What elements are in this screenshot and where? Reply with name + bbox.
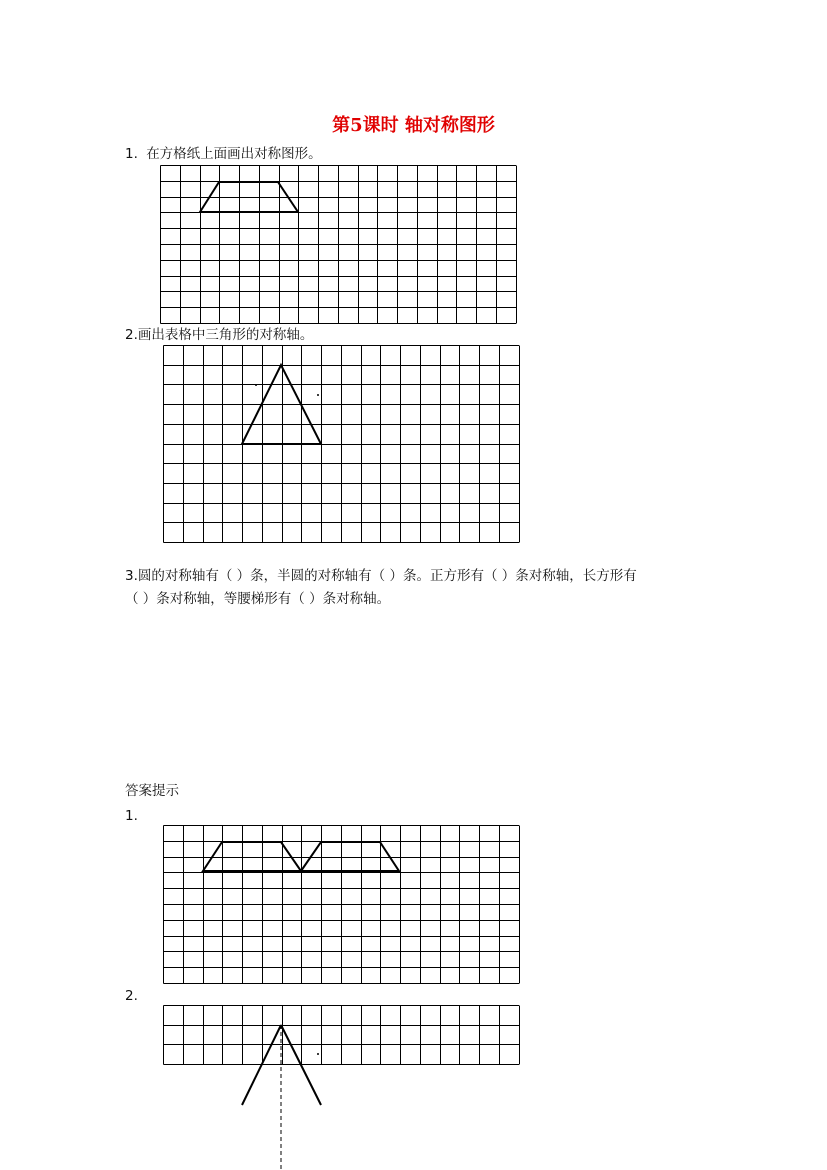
answer-1-label: 1. xyxy=(125,808,138,824)
answer-1-grid xyxy=(163,825,519,984)
question-2 xyxy=(125,327,313,343)
answers-heading: 答案提示 xyxy=(125,783,179,799)
question-2-grid xyxy=(163,345,519,543)
question-1-text: 在方格纸上面画出对称图形。 xyxy=(146,146,322,162)
question-3-line-2: （ ）条对称轴，等腰梯形有（ ）条对称轴。 xyxy=(125,591,391,607)
grid-dot xyxy=(255,384,257,386)
question-1-number: 1. xyxy=(125,146,138,162)
grid-dot xyxy=(317,394,319,396)
answer-2-grid xyxy=(163,1005,519,1170)
trapezoid-shape xyxy=(203,842,301,871)
answer-2-label: 2. xyxy=(125,988,138,1004)
grid-dot xyxy=(317,1053,319,1055)
question-1 xyxy=(125,146,322,162)
reflected-trapezoid-shape xyxy=(301,842,399,871)
question-2-number: 2. xyxy=(125,327,138,343)
question-2-text: 画出表格中三角形的对称轴。 xyxy=(137,327,314,343)
question-3-line-1: 3.圆的对称轴有（ ）条，半圆的对称轴有（ ）条。正方形有（ ）条对称轴，长方形有 xyxy=(125,568,637,584)
question-1-grid xyxy=(160,165,516,324)
page-title: 第5课时 轴对称图形 xyxy=(332,115,495,136)
